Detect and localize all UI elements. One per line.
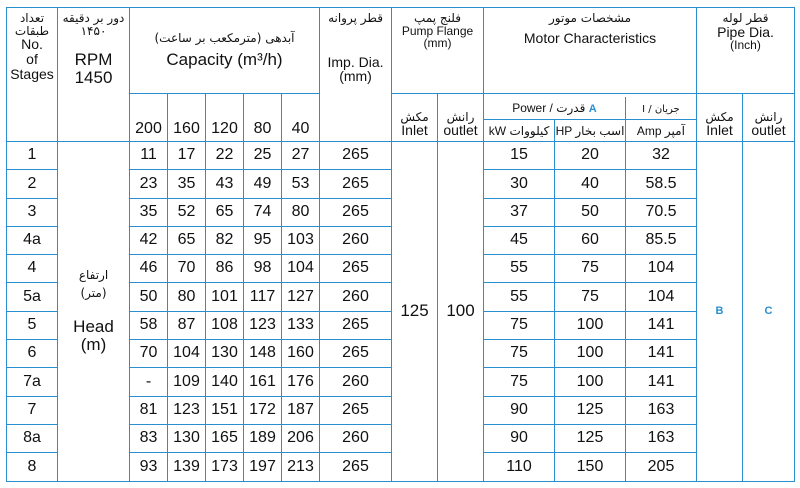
capacity-cell: 161 [244,368,282,396]
kw-cell: 55 [484,255,555,283]
stage-cell: 8 [7,453,58,481]
capacity-cell: 17 [168,142,206,170]
flange-inlet-en: Inlet [401,122,428,139]
pipe-header [697,8,795,94]
imp-cell: 265 [320,198,392,226]
capacity-cell: 81 [130,396,168,424]
capacity-cell: 130 [168,424,206,452]
hp-cell: 125 [555,424,626,452]
capacity-cell: 98 [244,255,282,283]
capacity-cell: 35 [168,170,206,198]
capacity-cell: 70 [168,255,206,283]
capacity-cell: 151 [206,396,244,424]
capacity-cell: 117 [244,283,282,311]
kw-cell: 75 [484,311,555,339]
capacity-cell: 53 [282,170,320,198]
flange-outlet-fa: رانش [446,109,475,124]
rpm-header-en2: 1450 [74,68,113,88]
flange-header-en1: Pump Flange [401,23,474,38]
kw-cell: 15 [484,142,555,170]
rpm-header-en1: RPM [74,50,113,70]
capacity-cell: 133 [282,311,320,339]
capacity-cell: 172 [244,396,282,424]
amp-cell: 141 [626,340,697,368]
capacity-cell: 86 [206,255,244,283]
capacity-cell: 176 [282,368,320,396]
kw-cell: 37 [484,198,555,226]
hp-cell: 100 [555,340,626,368]
capacity-cell: 148 [244,340,282,368]
imp-cell: 265 [320,170,392,198]
stage-cell: 7a [7,368,58,396]
capacity-cell: 50 [130,283,168,311]
hp-cell: 20 [555,142,626,170]
capacity-cell: 43 [206,170,244,198]
motor-subheader [484,94,697,142]
stage-cell: 6 [7,340,58,368]
capacity-cell: 130 [206,340,244,368]
pipe-outlet-header [743,94,795,142]
hp-cell: 100 [555,311,626,339]
capacity-cell: 109 [168,368,206,396]
table-row [7,142,795,170]
capacity-cell: 23 [130,170,168,198]
capacity-cell: 22 [206,142,244,170]
head-label-en1: Head [73,317,114,337]
capacity-cell: 104 [168,340,206,368]
motor-header [484,8,697,94]
imp-header [320,8,392,142]
capacity-cell: 80 [168,283,206,311]
capacity-col-200: 200 [130,94,168,142]
rpm-header [58,8,130,142]
capacity-cell: 187 [282,396,320,424]
capacity-cell: 139 [168,453,206,481]
kw-cell: 75 [484,368,555,396]
capacity-header [130,8,320,94]
amp-cell: 58.5 [626,170,697,198]
capacity-cell: 93 [130,453,168,481]
imp-cell: 265 [320,311,392,339]
capacity-cell: 197 [244,453,282,481]
hp-cell: 125 [555,396,626,424]
hp-cell: 75 [555,283,626,311]
hp-cell: 40 [555,170,626,198]
capacity-cell: 25 [244,142,282,170]
imp-cell: 265 [320,340,392,368]
hp-subheader: HP اسب بخار [555,119,626,141]
capacity-cell: 206 [282,424,320,452]
capacity-cell: 52 [168,198,206,226]
flange-inlet-fa: مکش [400,109,429,124]
capacity-col-120: 120 [206,94,244,142]
power-label: Power / قدرت [512,100,586,115]
kw-cell: 90 [484,424,555,452]
head-label-fa2: (متر) [80,286,107,301]
stage-cell: 4a [7,226,58,254]
pipe-header-fa: قطر لوله [722,11,769,25]
imp-cell: 260 [320,368,392,396]
amp-cell: 141 [626,368,697,396]
head-label [58,142,130,482]
hp-cell: 150 [555,453,626,481]
amp-cell: 70.5 [626,198,697,226]
capacity-cell: 108 [206,311,244,339]
imp-header-en1: Imp. Dia. [327,53,384,70]
imp-cell: 265 [320,255,392,283]
imp-cell: 265 [320,142,392,170]
kw-cell: 110 [484,453,555,481]
capacity-cell: 35 [130,198,168,226]
stage-cell: 5 [7,311,58,339]
amp-cell: 163 [626,396,697,424]
stages-header-en3: Stages [10,65,54,82]
data-body [7,142,795,482]
imp-cell: 260 [320,283,392,311]
capacity-cell: 80 [282,198,320,226]
pipe-header-en1: Pipe Dia. [717,23,774,40]
motor-subheader-grid [484,97,696,141]
amp-cell: 163 [626,424,697,452]
capacity-cell: 65 [168,226,206,254]
stages-header-en1: No. [21,36,43,53]
capacity-cell: 65 [206,198,244,226]
current-subheader: جریان / I [625,97,696,119]
stages-header [7,8,58,142]
pump-spec-table [6,7,795,482]
rpm-header-fa2: ۱۴۵۰ [80,23,107,38]
capacity-cell: 83 [130,424,168,452]
power-marker: A [588,102,597,115]
pipe-outlet-fa: رانش [754,109,783,124]
capacity-cell: 95 [244,226,282,254]
hp-cell: 75 [555,255,626,283]
capacity-cell: 42 [130,226,168,254]
pipe-inlet-en: Inlet [706,122,733,139]
amp-cell: 32 [626,142,697,170]
stages-header-en2: of [26,50,38,67]
capacity-col-40: 40 [282,94,320,142]
pipe-inlet-fa: مکش [705,109,734,124]
rpm-header-fa1: دور بر دقیقه [62,11,125,25]
pump-spec-table-wrapper [6,7,794,481]
capacity-col-160: 160 [168,94,206,142]
capacity-cell: 173 [206,453,244,481]
amp-cell: 104 [626,255,697,283]
flange-header-en2: (mm) [423,36,452,51]
capacity-cell: 103 [282,226,320,254]
hp-cell: 100 [555,368,626,396]
capacity-cell: 46 [130,255,168,283]
flange-inlet-header [392,94,438,142]
capacity-cell: 127 [282,283,320,311]
capacity-cell: - [130,368,168,396]
pipe-inlet-header [697,94,743,142]
stage-cell: 3 [7,198,58,226]
amp-cell: 85.5 [626,226,697,254]
stage-cell: 8a [7,424,58,452]
capacity-col-80: 80 [244,94,282,142]
capacity-header-en: Capacity (m³/h) [166,49,283,69]
amp-cell: 205 [626,453,697,481]
flange-outlet-value: 100 [438,142,484,482]
amp-cell: 104 [626,283,697,311]
capacity-cell: 87 [168,311,206,339]
pipe-outlet-value: C [743,142,795,482]
pipe-header-en2: (Inch) [730,38,761,53]
kw-cell: 75 [484,340,555,368]
amp-subheader: Amp آمپر [636,124,685,139]
hp-cell: 60 [555,226,626,254]
flange-outlet-header [438,94,484,142]
flange-header [392,8,484,94]
capacity-cell: 74 [244,198,282,226]
capacity-header-fa: آبدهی (مترمکعب بر ساعت) [154,31,295,46]
head-label-fa1: ارتفاع [78,267,109,282]
imp-cell: 265 [320,453,392,481]
stage-cell: 7 [7,396,58,424]
power-subheader [484,97,625,119]
kw-cell: 45 [484,226,555,254]
capacity-cell: 11 [130,142,168,170]
hp-cell: 50 [555,198,626,226]
pipe-outlet-en: outlet [751,122,786,139]
capacity-cell: 160 [282,340,320,368]
capacity-cell: 27 [282,142,320,170]
kw-cell: 30 [484,170,555,198]
capacity-cell: 82 [206,226,244,254]
head-label-en2: (m) [80,334,107,354]
stages-header-fa: تعداد طبقات [14,11,50,38]
pipe-inlet-value: B [697,142,743,482]
motor-header-fa: مشخصات موتور [549,11,632,25]
capacity-cell: 140 [206,368,244,396]
kw-subheader: kW کیلووات [484,119,555,141]
flange-outlet-en: outlet [443,122,478,139]
kw-cell: 55 [484,283,555,311]
capacity-cell: 104 [282,255,320,283]
stage-cell: 1 [7,142,58,170]
capacity-cell: 123 [168,396,206,424]
capacity-cell: 189 [244,424,282,452]
capacity-cell: 58 [130,311,168,339]
stage-cell: 4 [7,255,58,283]
stage-cell: 2 [7,170,58,198]
stage-cell: 5a [7,283,58,311]
flange-inlet-value: 125 [392,142,438,482]
amp-cell: 141 [626,311,697,339]
imp-cell: 260 [320,226,392,254]
capacity-cell: 49 [244,170,282,198]
imp-header-en2: (mm) [339,68,372,85]
capacity-cell: 123 [244,311,282,339]
capacity-cell: 70 [130,340,168,368]
flange-header-fa: فلنج پمپ [414,11,461,25]
imp-cell: 265 [320,396,392,424]
kw-cell: 90 [484,396,555,424]
capacity-cell: 101 [206,283,244,311]
motor-header-en: Motor Characteristics [523,29,657,46]
capacity-cell: 213 [282,453,320,481]
imp-cell: 260 [320,424,392,452]
capacity-cell: 165 [206,424,244,452]
imp-header-fa: قطر پروانه [328,11,383,25]
